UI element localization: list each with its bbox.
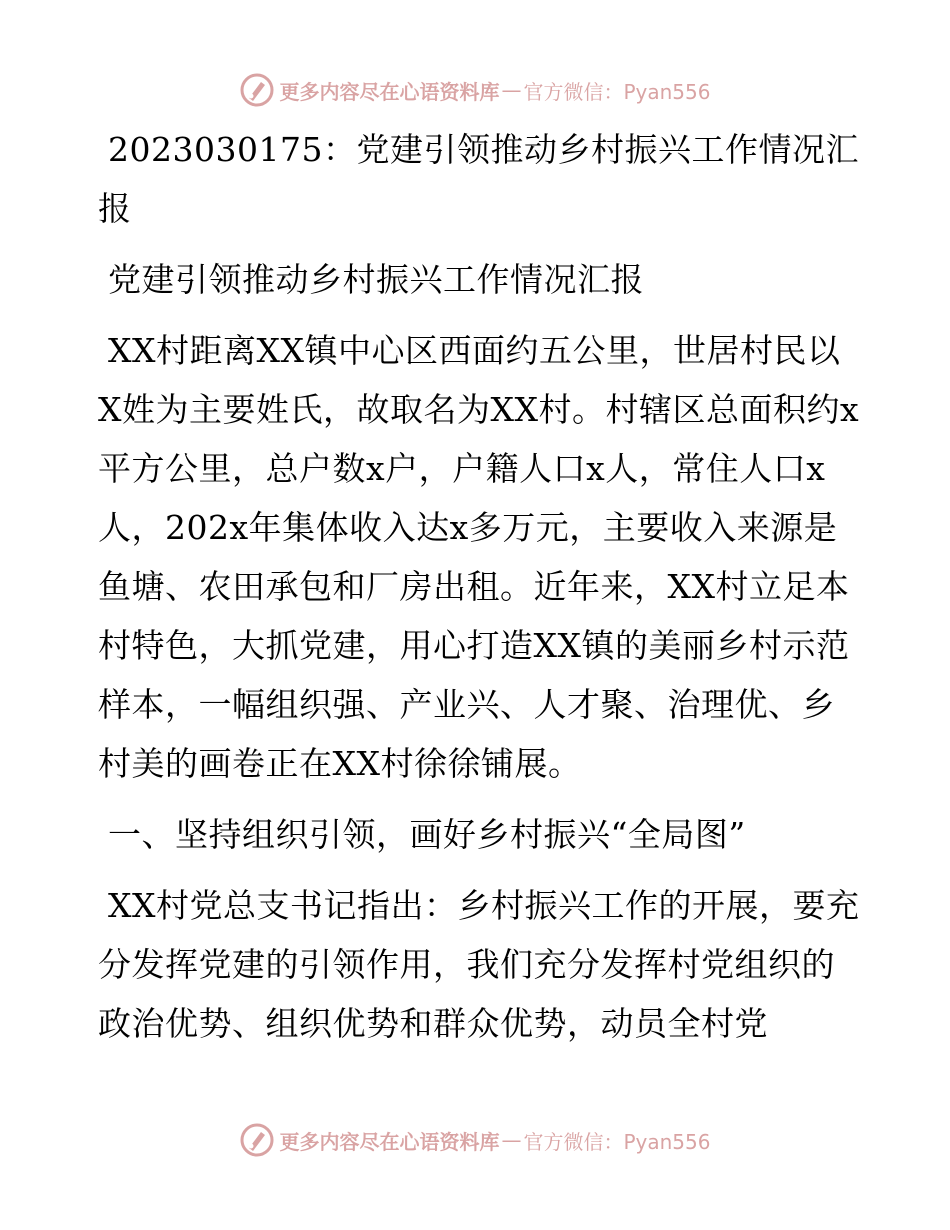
section-paragraph: XX村党总支书记指出：乡村振兴工作的开展，要充分发挥党建的引领作用，我们充分发挥村党组织的政治优势、组织优势和群众优势，动员全村党 [98, 886, 860, 1043]
watermark-contact: 官方微信：Pyan556 [523, 1129, 711, 1154]
section-heading: 一、坚持组织引领，画好乡村振兴“全局图” [108, 815, 746, 854]
footer-watermark [0, 1120, 950, 1160]
header-watermark [0, 70, 950, 110]
intro-paragraph: XX村距离XX镇中心区西面约五公里，世居村民以X姓为主要姓氏，故取名为XX村。村辖区总面积约x平方公里，总户数x户，户籍人口x人，常住人口x人，202x年集体收入达x多万元，主要收入来源是鱼塘、农田承包和厂房出租。近年来，XX村立足本村特色，大抓党建，用心打造XX镇的美丽乡村示范样本，一幅组织强、产业兴、人才聚、治理优、乡村美的画卷正在XX村徐徐铺展。 [98, 331, 860, 783]
watermark-contact: 官方微信：Pyan556 [523, 79, 711, 104]
watermark-text: 更多内容尽在心语资料库 [279, 1129, 500, 1154]
pen-logo-icon [239, 72, 275, 108]
document-body [98, 120, 862, 1065]
document-subtitle: 党建引领推动乡村振兴工作情况汇报 [108, 260, 644, 299]
watermark-separator: — [501, 78, 522, 102]
watermark-text: 更多内容尽在心语资料库 [279, 79, 500, 104]
pen-logo-icon [239, 1122, 275, 1158]
watermark-separator: — [501, 1128, 522, 1152]
document-title: 2023030175：党建引领推动乡村振兴工作情况汇报 [98, 130, 859, 228]
